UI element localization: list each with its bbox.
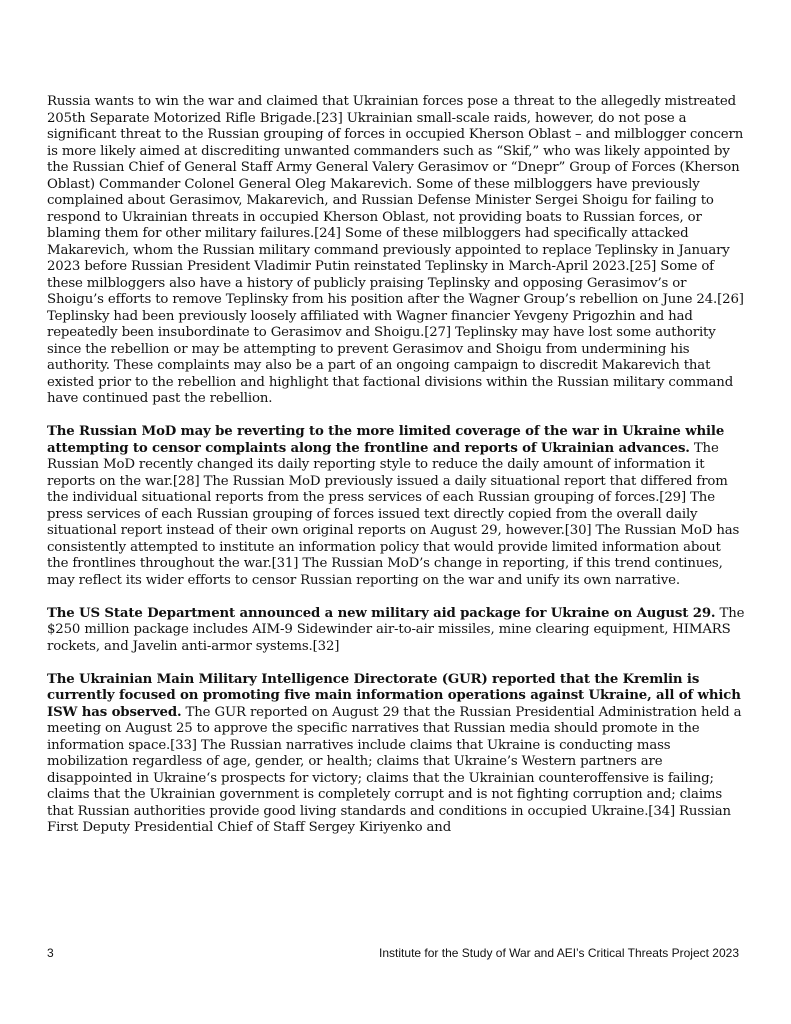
paragraph-text: The $250 million package includes AIM-9 Sidewinder air-to-air missiles, mine clearing equipment, HIMARS rockets, and Javelin anti-armor systems.[32] (47, 605, 745, 654)
footer-credit: Institute for the Study of War and AEI’s Critical Threats Project 2023 (379, 946, 739, 960)
paragraph-text: The Russian MoD recently changed its daily reporting style to reduce the daily amount of information it reports on the war.[28] The Russian MoD previously issued a daily situational report that differed from the individual situational reports from the press services of each Russian grouping of forces.[29] The press services of each Russian grouping of forces issued text directly copied from the overall daily situational report instead of their own original reports on August 29, however.[30] The Russian MoD has consistently attempted to institute an information policy that would provide limited information about the frontlines throughout the war.[31] The Russian MoD’s change in reporting, if this trend continues, may reflect its wider efforts to censor Russian reporting on the war and unify its own narrative. (47, 440, 740, 588)
paragraph (47, 606, 745, 656)
paragraph-lead: The Russian MoD may be reverting to the more limited coverage of the war in Ukraine while attempting to censor complaints along the frontline and reports of Ukrainian advances. (47, 424, 725, 456)
paragraph (47, 424, 745, 589)
paragraph-lead: The US State Department announced a new military aid package for Ukraine on August 29. (47, 605, 716, 621)
paragraph-text: The GUR reported on August 29 that the Russian Presidential Administration held a meeting on August 25 to approve the specific narratives that Russian media should promote in the information space.[33] The Russian narratives include claims that Ukraine is conducting mass mobilization regardless of age, gender, or health; claims that Ukraine’s Western partners are disappointed in Ukraine‘s prospects for victory; claims that the Ukrainian counteroffensive is failing; claims that the Ukrainian government is completely corrupt and is not fighting corruption and; claims that Russian authorities provide good living standards and conditions in occupied Ukraine.[34] Russian First Deputy Presidential Chief of Staff Sergey Kiriyenko and (47, 704, 742, 835)
paragraph-text: Russia wants to win the war and claimed that Ukrainian forces pose a threat to the allegedly mistreated 205th Separate Motorized Rifle Brigade.[23] Ukrainian small-scale raids, however, do not pose a significant threat to the Russian grouping of forces in occupied Kherson Oblast – and milblogger concern is more likely aimed at discrediting unwanted commanders such as “Skif,” who was likely appointed by the Russian Chief of General Staff Army General Valery Gerasimov or “Dnepr” Group of Forces (Kherson Oblast) Commander Colonel General Oleg Makarevich. Some of these milbloggers have previously complained about Gerasimov, Makarevich, and Russian Defense Minister Sergei Shoigu for failing to respond to Ukrainian threats in occupied Kherson Oblast, not providing boats to Russian forces, or blaming them for other military failures.[24] Some of these milbloggers had specifically attacked Makarevich, whom the Russian military command previously appointed to replace Teplinsky in January 2023 before Russian President Vladimir Putin reinstated Teplinsky in March-April 2023.[25] Some of these milbloggers also have a history of publicly praising Teplinsky and opposing Gerasimov’s or Shoigu’s efforts to remove Teplinsky from his position after the Wagner Group’s rebellion on June 24.[26] Teplinsky had been previously loosely affiliated with Wagner financier Yevgeny Prigozhin and had repeatedly been insubordinate to Gerasimov and Shoigu.[27] Teplinsky may have lost some authority since the rebellion or may be attempting to prevent Gerasimov and Shoigu from undermining his authority. These complaints may also be a part of an ongoing campaign to discredit Makarevich that existed prior to the rebellion and highlight that factional divisions within the Russian military command have continued past the rebellion. (47, 94, 744, 406)
page-number: 3 (47, 946, 54, 960)
paragraph (47, 672, 745, 837)
paragraph (47, 94, 745, 408)
body-text (47, 94, 745, 853)
paragraph-lead: The Ukrainian Main Military Intelligence Directorate (GUR) reported that the Kremlin is currently focused on promoting five main information operations against Ukraine, all of which ISW has observed. (47, 671, 741, 720)
